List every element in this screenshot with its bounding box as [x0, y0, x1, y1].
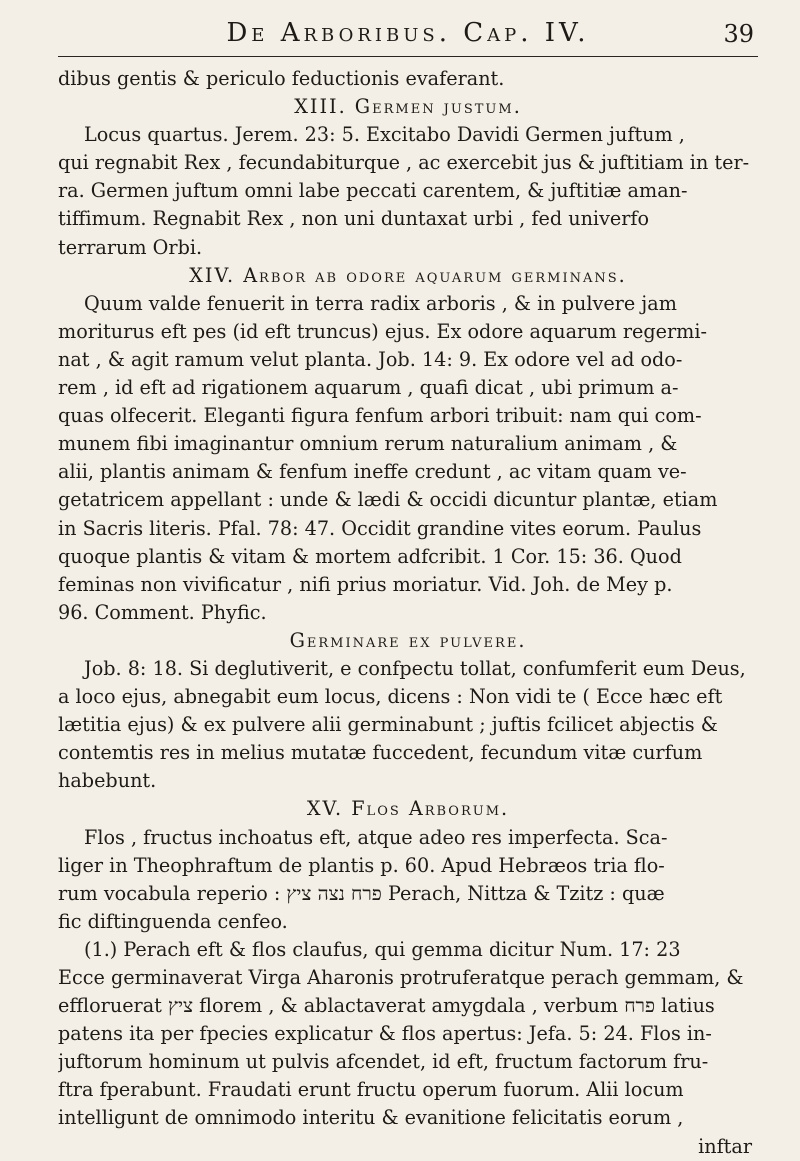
body-text — [58, 65, 758, 1161]
text-line: 96. Comment. Phyfic. — [58, 600, 267, 624]
text-line: intelligunt de omnimodo interitu & evanitione felicitatis eorum , — [58, 1106, 684, 1130]
page-number: 39 — [723, 20, 754, 48]
text-line: getatricem appellant : unde & lædi & occidi dicuntur plantæ, etiam — [58, 488, 718, 512]
text-line: habebunt. — [58, 769, 157, 793]
text-line: Locus quartus. Jerem. 23: 5. Excitabo Davidi Germen juftum , — [84, 123, 685, 147]
text-line: qui regnabit Rex , fecundabiturque , ac exercebit jus & juftitiam in ter- — [58, 151, 750, 175]
section-heading: XIV. Arbor ab odore aquarum germinans. — [189, 263, 627, 287]
text-line: ftra fperabunt. Fraudati erunt fructu operum fuorum. Alii locum — [58, 1078, 684, 1102]
text-line: juftorum hominum ut pulvis afcendet, id eft, fructum factorum fru- — [58, 1050, 709, 1074]
text-line: terrarum Orbi. — [58, 235, 203, 259]
text-line: contemtis res in melius mutatæ fuccedent, fecundum vitæ curfum — [58, 741, 703, 765]
text-line: ra. Germen juftum omni labe peccati carentem, & juftitiæ aman- — [58, 179, 688, 203]
running-head — [58, 12, 758, 57]
text-line: alii, plantis animam & fenfum ineffe credunt , ac vitam quam ve- — [58, 460, 687, 484]
text-line: effloruerat ציץ florem , & ablactaverat amygdala , verbum פרח latius — [58, 994, 715, 1018]
text-line: fic diftinguenda cenfeo. — [58, 909, 288, 933]
text-line: moriturus eft pes (id eft truncus) ejus. Ex odore aquarum regermi- — [58, 319, 707, 343]
text-line: in Sacris literis. Pfal. 78: 47. Occidit grandine vites eorum. Paulus — [58, 516, 702, 540]
text-line: Quum valde fenuerit in terra radix arboris , & in pulvere jam — [84, 291, 677, 315]
catchword: inftar — [698, 1134, 752, 1158]
text-line: Ecce germinaverat Virga Aharonis protruferatque perach gemmam, & — [58, 966, 744, 989]
text-line: dibus gentis & periculo feductionis evaferant. — [58, 67, 505, 90]
text-line: quoque plantis & vitam & mortem adfcribit. 1 Cor. 15: 36. Quod — [58, 544, 682, 568]
text-line: lætitia ejus) & ex pulvere alii germinabunt ; juftis fcilicet abjectis & — [58, 713, 718, 737]
text-line: a loco ejus, abnegabit eum locus, dicens : Non vidi te ( Ecce hæc eft — [58, 685, 723, 709]
text-line: (1.) Perach eft & flos claufus, qui gemma dicitur Num. 17: 23 — [84, 937, 681, 961]
text-line: rem , id eft ad rigationem aquarum , quafi dicat , ubi primum a- — [58, 376, 679, 400]
section-heading: Germinare ex pulvere. — [289, 628, 527, 652]
text-line: liger in Theophraftum de plantis p. 60. Apud Hebræos tria flo- — [58, 853, 665, 877]
text-line: tiffimum. Regnabit Rex , non uni duntaxat urbi , fed univerfo — [58, 207, 650, 231]
section-heading: XV. Flos Arborum. — [306, 797, 510, 821]
text-line: quas olfecerit. Eleganti figura fenfum arbori tribuit: nam qui com- — [58, 404, 702, 428]
text-line: patens ita per fpecies explicatur & flos apertus: Jefa. 5: 24. Flos in- — [58, 1022, 712, 1046]
text-line: rum vocabula reperio : פרח נצה ציץ Perach, Nittza & Tzitz : quæ — [58, 881, 665, 905]
running-title: De Arboribus. Cap. IV. — [226, 18, 590, 48]
text-line: Job. 8: 18. Si deglutiverit, e confpectu tollat, confumferit eum Deus, — [84, 656, 746, 680]
text-line: Flos , fructus inchoatus eft, atque adeo res imperfecta. Sca- — [84, 825, 668, 849]
text-line: munem fibi imaginantur omnium rerum naturalium animam , & — [58, 432, 678, 456]
text-line: feminas non vivificatur , nifi prius moriatur. Vid. Joh. de Mey p. — [58, 572, 673, 596]
section-heading: XIII. Germen justum. — [294, 95, 522, 119]
text-line: nat , & agit ramum velut planta. Job. 14: 9. Ex odore vel ad odo- — [58, 347, 683, 371]
